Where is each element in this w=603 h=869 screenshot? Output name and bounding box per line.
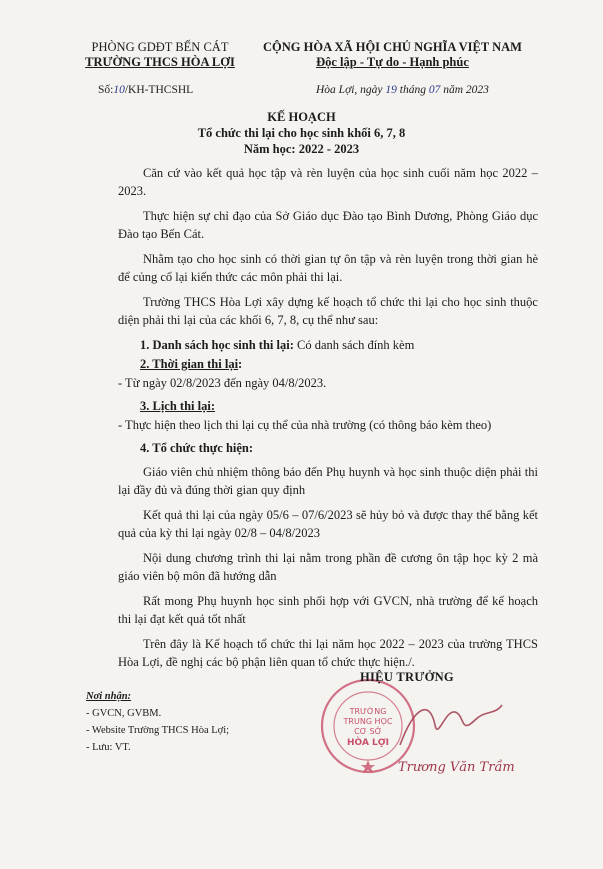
section-3-text: - Thực hiện theo lịch thi lại cụ thể của nhà trường (có thông báo kèm theo) [118,418,492,432]
paragraph-directive: Thực hiện sự chỉ đạo của Sở Giáo dục Đào tạo Bình Dương, Phòng Giáo dục Đào tạo Bến Cát. [118,209,538,241]
month-label: tháng [399,84,426,96]
paragraph-notify: Giáo viên chủ nhiệm thông báo đến Phụ huynh và học sinh thuộc diện phải thi lại đầy đủ và đúng thời gian quy định [118,465,538,497]
country-name: CỘNG HÒA XÃ HỘI CHỦ NGHĨA VIỆT NAM [263,40,522,54]
section-3 [118,397,538,415]
day-handwritten: 19 [385,84,397,96]
recipients-label: Nơi nhận: [86,691,132,702]
recipient-item: - GVCN, GVBM. [86,708,162,719]
paragraph-cooperation: Rất mong Phụ huynh học sinh phối hợp với GVCN, nhà trường để kế hoạch thi lại đạt kết quả tốt nhất [118,594,538,626]
paragraph-purpose: Nhằm tạo cho học sinh có thời gian tự ôn tập và rèn luyện trong thời gian hè để củng cố lại kiến thức các môn phải thi lại. [118,252,538,284]
document-body [118,164,538,678]
paragraph-basis: Căn cứ vào kết quả học tập và rèn luyện của học sinh cuối năm học 2022 – 2023. [118,166,538,198]
section-1 [118,336,538,354]
paragraph-content: Nội dung chương trình thi lại nằm trong phần đề cương ôn tập học kỳ 2 mà giáo viên bộ môn đã hướng dẫn [118,551,538,583]
document-number [98,84,193,96]
document-type: KẾ HOẠCH [267,110,336,124]
place-date [316,84,489,96]
paragraph-results: Kết quả thi lại của ngày 05/6 – 07/6/2023 sẽ hủy bỏ và được thay thế bằng kết quả của kỳ thi lại ngày 02/8 – 04/8/2023 [118,508,538,540]
seal-text-mid2: CƠ SỞ [354,727,382,736]
paragraph-closing: Trên đây là Kế hoạch tổ chức thi lại năm học 2022 – 2023 của trường THCS Hòa Lợi, đề nghị các bộ phận liên quan tổ chức thực hiện./. [118,637,538,669]
doc-number-prefix: Số: [98,84,114,96]
national-motto: Độc lập - Tự do - Hạnh phúc [316,55,469,69]
doc-number-handwritten: 10 [113,84,125,96]
seal-text-top: TRƯỜNG [349,707,387,716]
section-1-heading: 1. Danh sách học sinh thi lại: [140,338,294,352]
section-2-heading: 2. Thời gian thi lại [140,357,239,371]
year-label: năm 2023 [443,84,489,96]
month-handwritten: 07 [428,84,441,96]
national-heading [250,40,535,70]
doc-number-suffix: /KH-THCSHL [124,84,194,96]
signer-name: Trương Văn Trầm [398,760,515,775]
school-year: Năm học: 2022 - 2023 [243,142,360,156]
section-2-colon: : [238,357,243,371]
issuing-organization [70,40,250,70]
recipient-item: - Lưu: VT. [86,742,131,753]
place-label: Hòa Lợi, ngày [316,84,383,96]
school-name: TRƯỜNG THCS HÒA LỢI [85,55,235,69]
recipient-item: - Website Trường THCS Hòa Lợi; [86,725,230,736]
section-2-text: - Từ ngày 02/8/2023 đến ngày 04/8/2023. [118,376,327,390]
section-1-text: Có danh sách đính kèm [293,338,415,352]
document-subject: Tổ chức thi lại cho học sinh khối 6, 7, 8 [197,126,406,140]
seal-text-bottom: HÒA LỢI [347,738,389,748]
section-4-heading: 4. Tổ chức thực hiện: [140,441,254,455]
signature-scribble-icon [390,690,510,760]
department-name: PHÒNG GDĐT BẾN CÁT [91,40,229,54]
section-3-heading: 3. Lịch thi lại: [140,399,216,413]
section-4 [118,439,538,457]
signer-title: HIỆU TRƯỞNG [360,670,454,684]
seal-text-mid1: TRUNG HỌC [343,717,393,726]
section-2 [118,355,538,373]
recipients-block [86,688,229,756]
paragraph-plan-intro: Trường THCS Hòa Lợi xây dựng kế hoạch tổ chức thi lại cho học sinh thuộc diện phải thi lại của các khối 6, 7, 8, cụ thể như sau: [118,295,538,327]
